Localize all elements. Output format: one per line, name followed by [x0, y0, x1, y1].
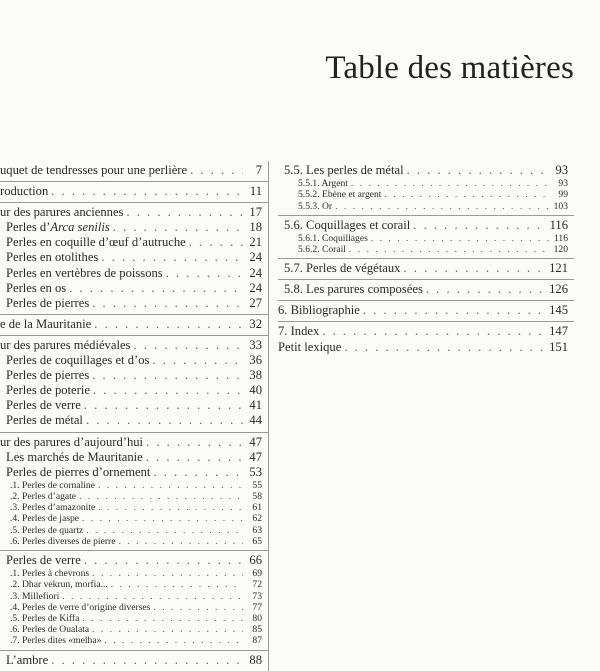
toc-page-number: 66 — [249, 553, 262, 567]
toc-page-number: 7 — [255, 163, 262, 177]
dot-leader — [189, 235, 243, 250]
toc-entry[interactable] — [0, 435, 268, 450]
toc-entry-label: .2. Dhar vekrun, morfia... — [10, 579, 108, 591]
toc-entry-label: L’ambre — [6, 652, 49, 667]
toc-page-number: 32 — [249, 316, 262, 331]
toc-entry[interactable] — [278, 163, 574, 178]
toc-entry-label: .6. Perles de Oualata — [10, 624, 90, 636]
dot-leader — [413, 218, 546, 233]
dot-leader — [146, 435, 243, 450]
toc-entry-label: 5.5.3. Or — [298, 200, 333, 212]
toc-entry-label: Perles de poterie — [6, 383, 90, 398]
toc-entry-label: .4. Perles de jaspe — [10, 513, 80, 525]
toc-entry-label: Perles de pierres d’ornement — [6, 464, 151, 479]
toc-entry-label: 7. Index — [278, 324, 320, 339]
toc-right-column — [278, 161, 574, 358]
dot-leader — [407, 163, 549, 178]
toc-page-number: 53 — [249, 464, 262, 479]
toc-entry[interactable] — [0, 591, 268, 602]
dot-leader — [133, 338, 243, 353]
toc-page-number: 41 — [249, 398, 262, 413]
toc-section — [278, 161, 574, 216]
toc-page-number: 93 — [555, 163, 568, 177]
toc-page-number: 47 — [249, 449, 262, 464]
toc-entry-label: .5. Perles de quartz — [10, 524, 84, 536]
toc-entry-label: roduction — [0, 184, 49, 199]
toc-page-number: 73 — [252, 590, 262, 602]
toc-page-number: 61 — [252, 502, 262, 514]
toc-entry-label: Perles de métal — [6, 413, 83, 428]
toc-entry-label: Perles en otolithes — [6, 250, 99, 265]
toc-page-number: 103 — [553, 200, 568, 212]
dot-leader — [69, 281, 243, 296]
toc-entry-label: Les marchés de Mauritanie — [6, 449, 143, 464]
toc-entry-label: Perles en vertèbres de poissons — [6, 265, 163, 280]
toc-entry[interactable] — [0, 413, 268, 428]
toc-entry[interactable] — [278, 282, 574, 297]
toc-page-number: 77 — [252, 601, 262, 613]
page-title: Table des matières — [325, 50, 574, 87]
toc-entry-label: Perles de verre — [6, 553, 81, 567]
dot-leader — [146, 450, 243, 465]
toc-entry-label: .1. Perles à chevrons — [10, 568, 90, 580]
dot-leader — [111, 579, 243, 590]
toc-entry[interactable] — [0, 579, 268, 590]
toc-entry[interactable] — [0, 465, 268, 480]
toc-entry[interactable] — [0, 450, 268, 465]
toc-entry[interactable] — [0, 613, 268, 624]
toc-entry-label: 5.8. Les parures composées — [284, 282, 423, 297]
dot-leader — [126, 205, 243, 220]
toc-entry[interactable] — [0, 338, 268, 353]
toc-page-number: 62 — [252, 513, 262, 525]
dot-leader — [51, 653, 243, 668]
toc-entry-label: Perles de coquillages et d’os — [6, 353, 150, 368]
toc-page-number: 55 — [252, 479, 262, 491]
toc-entry[interactable] — [278, 340, 574, 355]
toc-entry-label: 5.5. Les perles de métal — [284, 163, 404, 177]
toc-entry[interactable] — [0, 205, 268, 220]
toc-page-number: 44 — [249, 413, 262, 428]
toc-page-number: 80 — [252, 612, 262, 624]
dot-leader — [190, 163, 243, 178]
toc-page-number: 21 — [249, 235, 262, 250]
toc-section — [278, 259, 574, 280]
toc-section — [278, 301, 574, 322]
toc-section — [0, 182, 268, 203]
toc-page-number: 11 — [249, 184, 262, 199]
dot-leader — [104, 635, 243, 646]
toc-entry[interactable] — [0, 553, 268, 568]
toc-entry[interactable] — [0, 398, 268, 413]
toc-entry[interactable] — [0, 502, 268, 513]
toc-entry[interactable] — [0, 536, 268, 547]
toc-entry-label: .1. Perles de cornaline — [10, 479, 95, 491]
toc-entry[interactable] — [0, 353, 268, 368]
dot-leader — [153, 602, 243, 613]
toc-page-number: 69 — [252, 568, 262, 580]
toc-page-number: 85 — [252, 624, 262, 636]
toc-section — [0, 336, 268, 433]
dot-leader — [62, 591, 243, 602]
toc-page-number: 147 — [549, 324, 568, 339]
dot-leader — [113, 220, 243, 235]
toc-page-number: 40 — [249, 383, 262, 398]
dot-leader — [92, 568, 243, 579]
toc-entry[interactable] — [278, 218, 574, 233]
dot-leader — [82, 613, 243, 624]
toc-page-number: 87 — [252, 635, 262, 647]
dot-leader — [344, 340, 546, 355]
toc-entry[interactable] — [0, 383, 268, 398]
toc-entry-label: Petit lexique — [278, 339, 342, 354]
toc-entry-label: ur des parures d’aujourd’hui — [0, 434, 144, 449]
dot-leader — [153, 465, 243, 480]
dot-leader — [384, 189, 549, 200]
dot-leader — [94, 317, 243, 332]
toc-entry[interactable] — [278, 178, 574, 189]
toc-entry-label: ur des parures anciennes — [0, 205, 124, 220]
toc-entry-label: Perles en coquille d’œuf d’autruche — [6, 235, 186, 250]
dot-leader — [51, 184, 243, 199]
toc-entry-label: 5.6.2. Corail — [298, 244, 346, 255]
toc-entry-label: .3. Millefiori — [10, 590, 60, 602]
toc-entry-label: 5.5.1. Argent — [298, 178, 348, 190]
dot-leader — [335, 201, 549, 212]
toc-entry[interactable] — [0, 184, 268, 199]
toc-entry[interactable] — [0, 250, 268, 265]
toc-page-number: 38 — [249, 368, 262, 383]
toc-entry[interactable] — [278, 244, 574, 255]
toc-section — [0, 551, 268, 651]
toc-entry-label: ur des parures médiévales — [0, 337, 131, 352]
dot-leader — [371, 233, 549, 244]
toc-page-number: 24 — [249, 280, 262, 295]
dot-leader — [92, 624, 243, 635]
dot-leader — [101, 250, 243, 265]
toc-entry-label: Perles de pierres — [6, 295, 90, 310]
toc-entry[interactable] — [0, 266, 268, 281]
toc-section — [0, 315, 268, 336]
toc-entry-label: 5.6.1. Coquillages — [298, 232, 368, 244]
toc-entry-label: uquet de tendresses pour une perlière — [0, 163, 188, 177]
toc-entry-label: 5.6. Coquillages et corail — [284, 217, 411, 232]
toc-entry[interactable] — [0, 296, 268, 311]
toc-page-number: 99 — [558, 189, 568, 201]
toc-page-number: 116 — [549, 217, 568, 232]
toc-entry-label: .2. Perles d’agate — [10, 490, 77, 502]
dot-leader — [79, 491, 243, 502]
toc-page-number: 47 — [249, 434, 262, 449]
toc-entry-label: Perles de verre — [6, 398, 81, 413]
toc-entry-label-italic: Arca senilis — [50, 220, 110, 235]
dot-leader — [322, 324, 546, 339]
toc-page-number: 33 — [249, 337, 262, 352]
toc-entry-label: 5.7. Perles de végétaux — [284, 261, 401, 276]
toc-entry[interactable] — [278, 189, 574, 200]
toc-section — [278, 280, 574, 301]
toc-page-number: 65 — [252, 535, 262, 547]
toc-entry[interactable] — [0, 602, 268, 613]
toc-entry[interactable] — [278, 324, 574, 339]
dot-leader — [349, 244, 549, 255]
toc-entry[interactable] — [0, 635, 268, 646]
toc-page-number: 17 — [249, 205, 262, 220]
dot-leader — [426, 282, 546, 297]
toc-page-number: 63 — [252, 524, 262, 536]
toc-entry-label-prefix: Perles d’ — [6, 220, 51, 235]
dot-leader — [98, 502, 243, 513]
toc-page-number: 120 — [553, 244, 568, 255]
dot-leader — [166, 266, 243, 281]
dot-leader — [84, 553, 243, 568]
toc-entry-label: e de la Mauritanie — [0, 316, 92, 331]
toc-page-number: 24 — [249, 265, 262, 280]
toc-entry[interactable] — [0, 525, 268, 536]
toc-entry[interactable] — [0, 624, 268, 635]
toc-section — [278, 322, 574, 357]
toc-entry[interactable] — [0, 653, 268, 668]
toc-page-number: 58 — [252, 490, 262, 502]
toc-entry[interactable] — [0, 235, 268, 250]
toc-entry[interactable] — [0, 317, 268, 332]
toc-page-number: 116 — [553, 232, 568, 244]
toc-page-number: 18 — [249, 220, 262, 235]
toc-entry[interactable] — [278, 201, 574, 212]
dot-leader — [92, 368, 243, 383]
toc-page-number: 24 — [249, 250, 262, 265]
dot-leader — [403, 261, 546, 276]
toc-left-column — [0, 161, 269, 671]
toc-page-number: 121 — [549, 261, 568, 276]
toc-entry-label: Perles de pierres — [6, 368, 90, 383]
toc-page-number: 145 — [549, 303, 568, 318]
toc-entry-label: 5.5.2. Ebène et argent — [298, 189, 382, 201]
dot-leader — [86, 413, 243, 428]
toc-entry-label: .5. Perles de Kiffa — [10, 612, 80, 624]
toc-section — [0, 161, 268, 182]
dot-leader — [84, 398, 243, 413]
toc-entry[interactable] — [0, 491, 268, 502]
dot-leader — [92, 296, 243, 311]
toc-entry-label — [6, 220, 110, 235]
toc-entry-label: Perles en os — [6, 280, 67, 295]
toc-entry[interactable] — [278, 261, 574, 276]
toc-page-number: 36 — [249, 353, 262, 368]
toc-section — [0, 203, 268, 315]
dot-leader — [351, 178, 549, 189]
toc-entry[interactable] — [0, 568, 268, 579]
toc-page-number: 27 — [249, 295, 262, 310]
toc-entry[interactable] — [278, 303, 574, 318]
toc-entry[interactable] — [0, 281, 268, 296]
toc-entry-label: .7. Perles dites «melha» — [10, 635, 102, 647]
toc-section — [0, 433, 268, 552]
dot-leader — [363, 303, 546, 318]
dot-leader — [93, 383, 243, 398]
toc-page-number: 151 — [549, 339, 568, 354]
toc-section — [278, 216, 574, 260]
toc-entry[interactable] — [0, 513, 268, 524]
toc-entry[interactable] — [0, 163, 268, 178]
dot-leader — [152, 353, 243, 368]
toc-page-number: 126 — [549, 282, 568, 297]
toc-entry-label: 6. Bibliographie — [278, 303, 360, 318]
toc-entry-label: .4. Perles de verre d’origine diverses — [10, 601, 151, 613]
dot-leader — [119, 536, 244, 547]
toc-entry-label: .3. Perles d’amazonite — [10, 502, 96, 514]
toc-page-number: 72 — [252, 579, 262, 591]
dot-leader — [98, 480, 243, 491]
dot-leader — [86, 525, 243, 536]
toc-page-number: 88 — [249, 652, 262, 667]
toc-page-number: 93 — [558, 178, 568, 190]
dot-leader — [82, 513, 243, 524]
toc-entry[interactable] — [278, 233, 574, 244]
toc-section — [0, 651, 268, 671]
toc-entry[interactable] — [0, 368, 268, 383]
toc-entry[interactable] — [0, 480, 268, 491]
toc-entry-label: .6. Perles diverses de pierre — [10, 535, 116, 547]
toc-entry[interactable] — [0, 220, 268, 235]
